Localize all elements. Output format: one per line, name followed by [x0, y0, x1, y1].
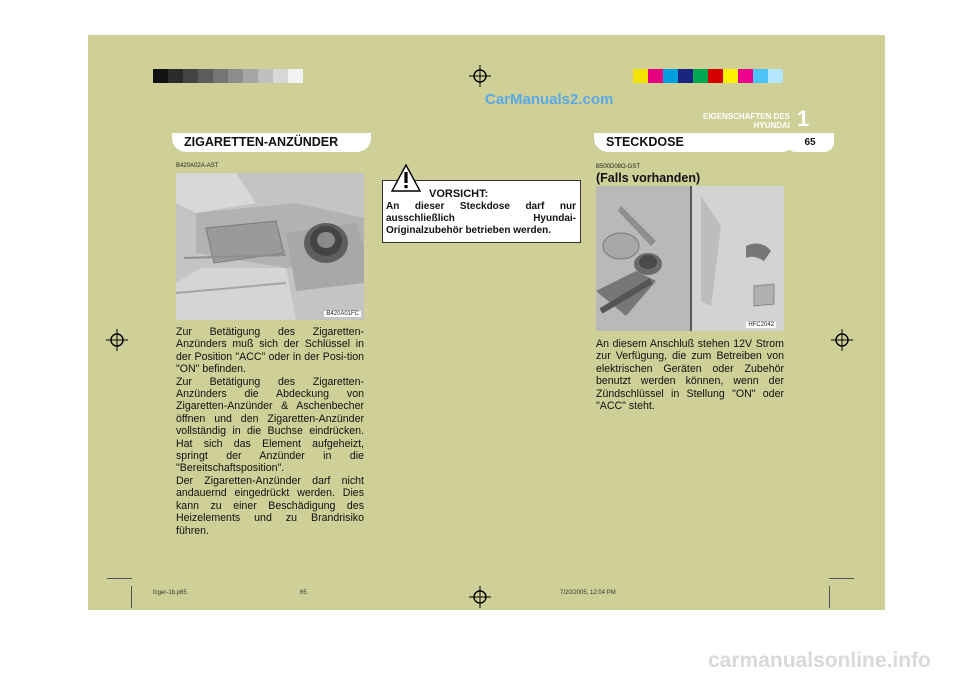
- color-swatch: [288, 69, 303, 83]
- color-swatch: [198, 69, 213, 83]
- power-outlet-photo: [596, 186, 784, 331]
- registration-mark-icon: [469, 586, 491, 608]
- color-swatch: [678, 69, 693, 83]
- color-swatch: [273, 69, 288, 83]
- color-swatch: [228, 69, 243, 83]
- color-swatch: [753, 69, 768, 83]
- section-subtitle: (Falls vorhanden): [596, 171, 701, 185]
- paragraph: Zur Betätigung des Zigaretten-Anzünders die Abdeckung von Zigaretten-Anzünder & Aschenbecher öffnen und den Zigaretten-Anzünder vollständig in die Buchse eindrücken. Hat sich das Element aufgeheizt, springt der Anzünder in die "Bereitschaftsposition".: [176, 375, 364, 475]
- paragraph: Zur Betätigung des Zigaretten-Anzünders muß sich der Schlüssel in der Position "ACC" oder in der Posi-tion "ON" befinden.: [176, 326, 364, 376]
- footer-page: 65: [300, 590, 307, 596]
- footer-date: 7/20/2005, 12:04 PM: [560, 590, 616, 596]
- lighter-photo: [176, 173, 364, 320]
- color-swatch: [708, 69, 723, 83]
- color-swatch: [693, 69, 708, 83]
- chapter-title: EIGENSCHAFTEN DES HYUNDAI: [702, 112, 790, 130]
- chapter-number: 1: [797, 106, 810, 131]
- gray-color-bar: [153, 69, 303, 83]
- registration-mark-icon: [469, 65, 491, 87]
- registration-mark-icon: [106, 329, 128, 351]
- image-label: B420A01FC: [326, 311, 359, 317]
- warning-box: [382, 180, 581, 243]
- warning-icon: [391, 164, 421, 192]
- warning-title: VORSICHT:: [429, 188, 489, 200]
- color-swatch: [183, 69, 198, 83]
- image-label: HFC2042: [748, 322, 774, 328]
- warning-text: An dieser Steckdose darf nur ausschließlich Hyundai-Originalzubehör betrieben werden.: [386, 201, 576, 236]
- watermark[interactable]: CarManuals2.com: [485, 91, 614, 108]
- color-swatch: [768, 69, 783, 83]
- page-number: 65: [786, 133, 834, 152]
- color-swatch: [168, 69, 183, 83]
- bottom-watermark[interactable]: carmanualsonline.info: [708, 649, 931, 672]
- section-title-lighter: ZIGARETTEN-ANZÜNDER: [172, 133, 371, 152]
- color-bar: [633, 69, 783, 83]
- crop-mark: [829, 586, 830, 608]
- section-title-socket: STECKDOSE: [594, 133, 796, 152]
- color-swatch: [213, 69, 228, 83]
- section-code: B420A02A-AST: [176, 163, 219, 169]
- color-swatch: [153, 69, 168, 83]
- color-swatch: [243, 69, 258, 83]
- color-swatch: [663, 69, 678, 83]
- registration-mark-icon: [831, 329, 853, 351]
- color-swatch: [258, 69, 273, 83]
- color-swatch: [723, 69, 738, 83]
- crop-mark: [829, 578, 854, 579]
- socket-description: An diesem Anschluß stehen 12V Strom zur Verfügung, die zum Betreiben von elektrischen Geräten oder Zubehör benutzt werden können, wenn der Zündschlüssel in Stellung "ON" oder "ACC" steht.: [596, 338, 784, 413]
- crop-mark: [131, 586, 132, 608]
- lighter-description: [176, 326, 364, 537]
- footer-file: fcger-1b.p65: [153, 590, 187, 596]
- color-swatch: [738, 69, 753, 83]
- paragraph: Der Zigaretten-Anzünder darf nicht andauernd eingedrückt werden. Dies kann zu einer Beschädigung des Heizelements und zu Brandrisiko führen.: [176, 474, 364, 537]
- color-swatch: [633, 69, 648, 83]
- crop-mark: [107, 578, 132, 579]
- color-swatch: [648, 69, 663, 83]
- section-code: B500D08O-GST: [596, 164, 641, 170]
